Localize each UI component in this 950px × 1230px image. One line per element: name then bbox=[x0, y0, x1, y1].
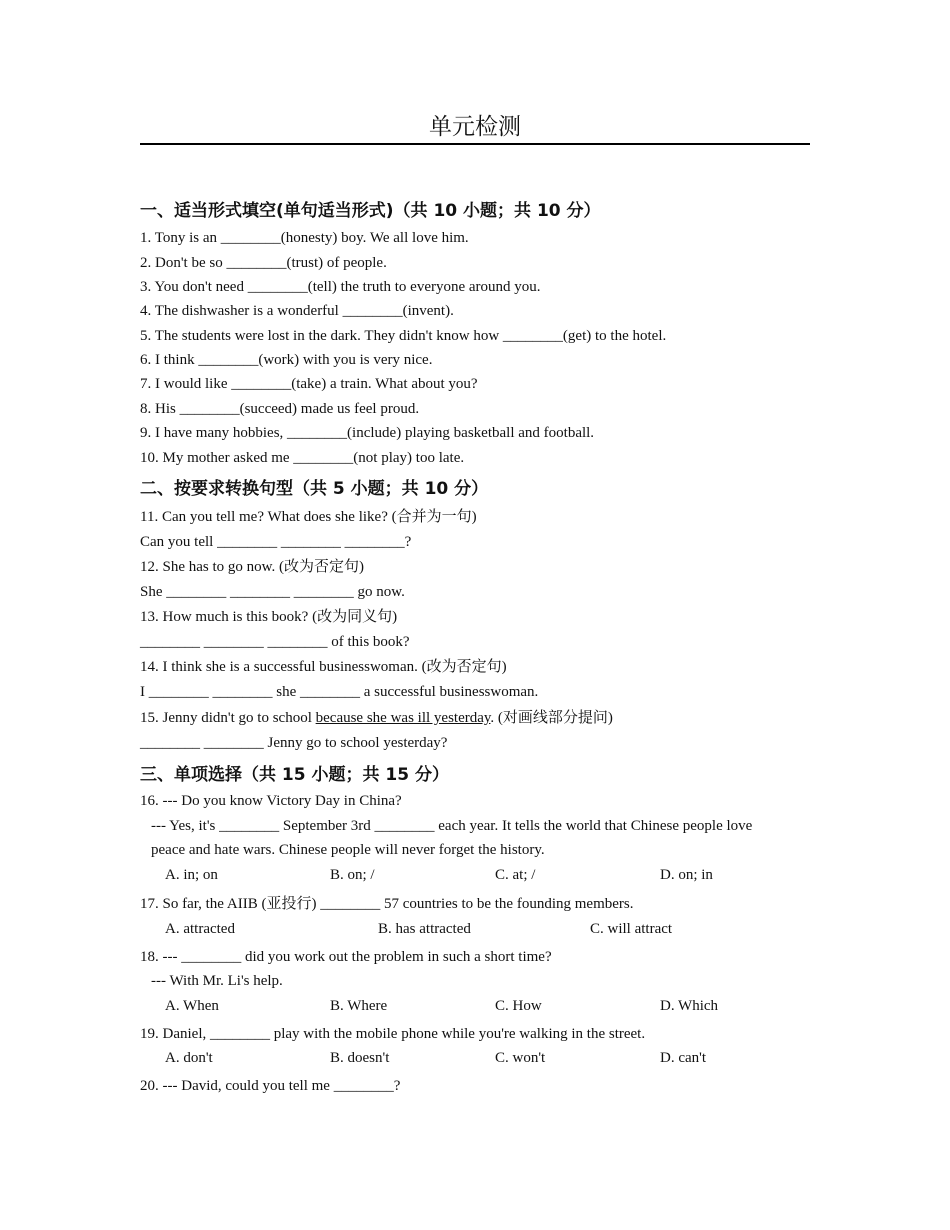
question-17: 17. So far, the AIIB (亚投行) ________ 57 countries to be the founding members. bbox=[140, 896, 634, 912]
question-18-line-2: --- With Mr. Li's help. bbox=[151, 973, 283, 989]
answer-line-15: ________ ________ Jenny go to school yesterday? bbox=[140, 735, 448, 751]
question-16-option-c[interactable]: C. at; / bbox=[495, 867, 536, 883]
question-16-option-a[interactable]: A. in; on bbox=[165, 867, 218, 883]
question-3: 3. You don't need ________(tell) the truth to everyone around you. bbox=[140, 279, 541, 295]
question-17-option-b[interactable]: B. has attracted bbox=[378, 921, 471, 937]
question-16-option-d[interactable]: D. on; in bbox=[660, 867, 713, 883]
answer-line-12: She ________ ________ ________ go now. bbox=[140, 584, 405, 600]
answer-line-13: ________ ________ ________ of this book? bbox=[140, 634, 410, 650]
question-19: 19. Daniel, ________ play with the mobile phone while you're walking in the street. bbox=[140, 1026, 646, 1042]
question-13: 13. How much is this book? (改为同义句) bbox=[140, 609, 398, 625]
question-15 bbox=[140, 708, 613, 728]
question-15-stem: 15. Jenny didn't go to school bbox=[140, 710, 316, 726]
answer-line-14: I ________ ________ she ________ a successful businesswoman. bbox=[140, 684, 539, 700]
question-16-line-2: --- Yes, it's ________ September 3rd ________ each year. It tells the world that Chinese people love bbox=[151, 818, 753, 834]
question-16-line-3: peace and hate wars. Chinese people will never forget the history. bbox=[151, 842, 545, 858]
question-1: 1. Tony is an ________(honesty) boy. We all love him. bbox=[140, 230, 469, 246]
question-16-option-b[interactable]: B. on; / bbox=[330, 867, 375, 883]
question-9: 9. I have many hobbies, ________(include) playing basketball and football. bbox=[140, 425, 595, 441]
question-5: 5. The students were lost in the dark. They didn't know how ________(get) to the hotel. bbox=[140, 328, 667, 344]
section-2-heading: 二、按要求转换句型（共 5 小题；共 10 分） bbox=[140, 479, 489, 499]
question-19-option-b[interactable]: B. doesn't bbox=[330, 1050, 390, 1066]
question-18-option-a[interactable]: A. When bbox=[165, 998, 219, 1014]
section-3-heading: 三、单项选择（共 15 小题；共 15 分） bbox=[140, 765, 449, 785]
question-6: 6. I think ________(work) with you is very nice. bbox=[140, 352, 433, 368]
page-title: 单元检测 bbox=[140, 112, 810, 145]
question-7: 7. I would like ________(take) a train. What about you? bbox=[140, 376, 478, 392]
question-19-option-d[interactable]: D. can't bbox=[660, 1050, 707, 1066]
question-18: 18. --- ________ did you work out the problem in such a short time? bbox=[140, 949, 552, 965]
question-8: 8. His ________(succeed) made us feel proud. bbox=[140, 401, 420, 417]
question-20: 20. --- David, could you tell me ________? bbox=[140, 1078, 401, 1094]
question-14: 14. I think she is a successful businesswoman. (改为否定句) bbox=[140, 659, 507, 675]
question-19-option-c[interactable]: C. won't bbox=[495, 1050, 546, 1066]
answer-line-11: Can you tell ________ ________ ________? bbox=[140, 534, 412, 550]
question-19-option-a[interactable]: A. don't bbox=[165, 1050, 213, 1066]
section-1-heading: 一、适当形式填空(单句适当形式)（共 10 小题；共 10 分） bbox=[140, 201, 601, 221]
question-16: 16. --- Do you know Victory Day in China? bbox=[140, 793, 402, 809]
question-18-option-d[interactable]: D. Which bbox=[660, 998, 719, 1014]
question-17-option-a[interactable]: A. attracted bbox=[165, 921, 235, 937]
question-18-option-c[interactable]: C. How bbox=[495, 998, 542, 1014]
question-17-option-c[interactable]: C. will attract bbox=[590, 921, 673, 937]
question-11: 11. Can you tell me? What does she like? (合并为一句) bbox=[140, 509, 477, 525]
question-10: 10. My mother asked me ________(not play) too late. bbox=[140, 450, 465, 466]
question-4: 4. The dishwasher is a wonderful ________(invent). bbox=[140, 303, 454, 319]
question-2: 2. Don't be so ________(trust) of people. bbox=[140, 255, 387, 271]
question-18-option-b[interactable]: B. Where bbox=[330, 998, 388, 1014]
question-12: 12. She has to go now. (改为否定句) bbox=[140, 559, 365, 575]
question-15-instruction: . (对画线部分提问) bbox=[490, 710, 613, 726]
question-15-underlined-phrase: because she was ill yesterday bbox=[315, 710, 491, 726]
